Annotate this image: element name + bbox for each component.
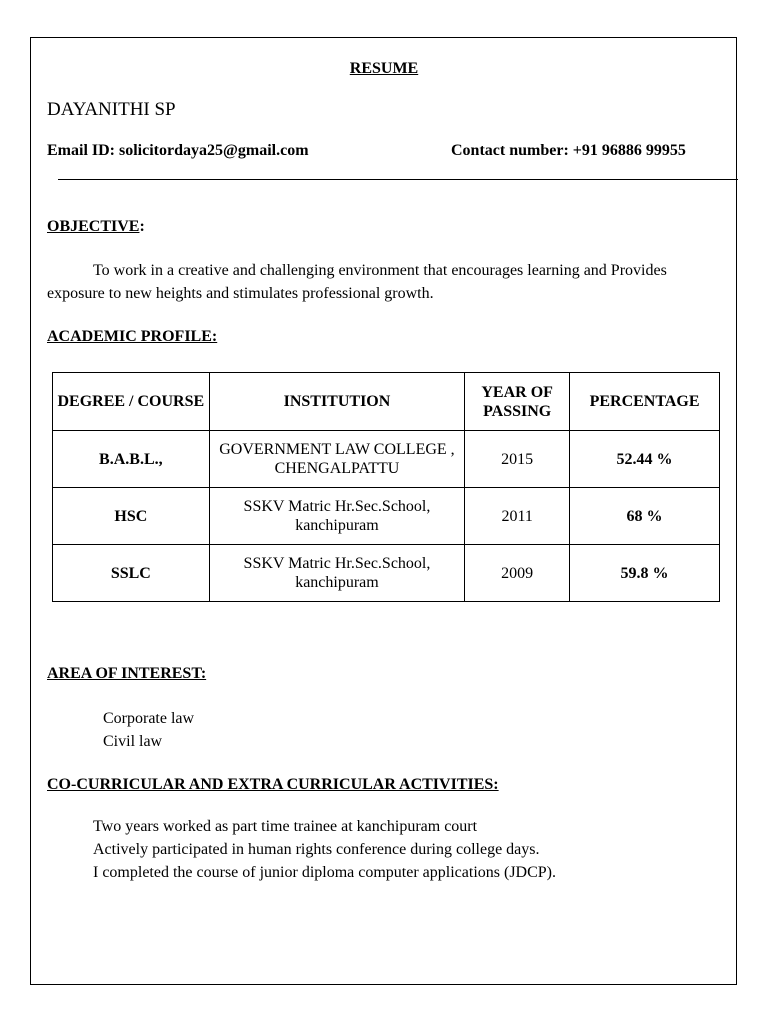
resume-title: RESUME [349, 60, 419, 77]
activities-heading [47, 776, 499, 794]
header-degree: DEGREE / COURSE [53, 373, 210, 431]
academic-heading-text: ACADEMIC PROFILE: [47, 328, 218, 345]
objective-text [47, 259, 707, 305]
table-row [53, 488, 720, 545]
cell-year: 2011 [465, 488, 570, 545]
cell-degree: HSC [53, 488, 210, 545]
activities-heading-text: CO-CURRICULAR AND EXTRA CURRICULAR ACTIVITIES: [47, 776, 499, 793]
cell-institution: SSKV Matric Hr.Sec.School, kanchipuram [209, 545, 465, 602]
contact-line: Contact number: +91 96886 99955 [451, 142, 686, 159]
cell-percentage: 52.44 % [570, 431, 720, 488]
cell-institution: GOVERNMENT LAW COLLEGE , CHENGALPATTU [209, 431, 465, 488]
objective-heading [47, 218, 145, 236]
cell-percentage: 68 % [570, 488, 720, 545]
cell-institution: SSKV Matric Hr.Sec.School, kanchipuram [209, 488, 465, 545]
interest-item: Corporate law [103, 710, 195, 727]
header-divider [58, 179, 738, 180]
table-row [53, 545, 720, 602]
academic-heading [47, 328, 217, 346]
objective-heading-colon: : [139, 218, 145, 235]
table-header-row [53, 373, 720, 431]
cell-year: 2009 [465, 545, 570, 602]
objective-heading-text: OBJECTIVE [47, 218, 140, 235]
cell-year: 2015 [465, 431, 570, 488]
table-row [53, 431, 720, 488]
header-year: YEAR OF PASSING [465, 373, 570, 431]
cell-percentage: 59.8 % [570, 545, 720, 602]
header-percentage: PERCENTAGE [570, 373, 720, 431]
activity-item: Two years worked as part time trainee at kanchipuram court [93, 818, 478, 835]
objective-paragraph: To work in a creative and challenging environment that encourages learning and Provides exposure to new heights and stimulates professional growth. [47, 262, 667, 302]
cell-degree: SSLC [53, 545, 210, 602]
activity-item: Actively participated in human rights conference during college days. [93, 841, 540, 858]
activity-item: I completed the course of junior diploma computer applications (JDCP). [93, 864, 556, 881]
header-institution: INSTITUTION [209, 373, 465, 431]
email-line: Email ID: solicitordaya25@gmail.com [47, 142, 309, 159]
interest-heading [47, 665, 206, 683]
academic-table [52, 372, 720, 602]
cell-degree: B.A.B.L., [53, 431, 210, 488]
interest-item: Civil law [103, 733, 163, 750]
interest-heading-text: AREA OF INTEREST: [47, 665, 207, 682]
candidate-name: DAYANITHI SP [47, 99, 176, 120]
